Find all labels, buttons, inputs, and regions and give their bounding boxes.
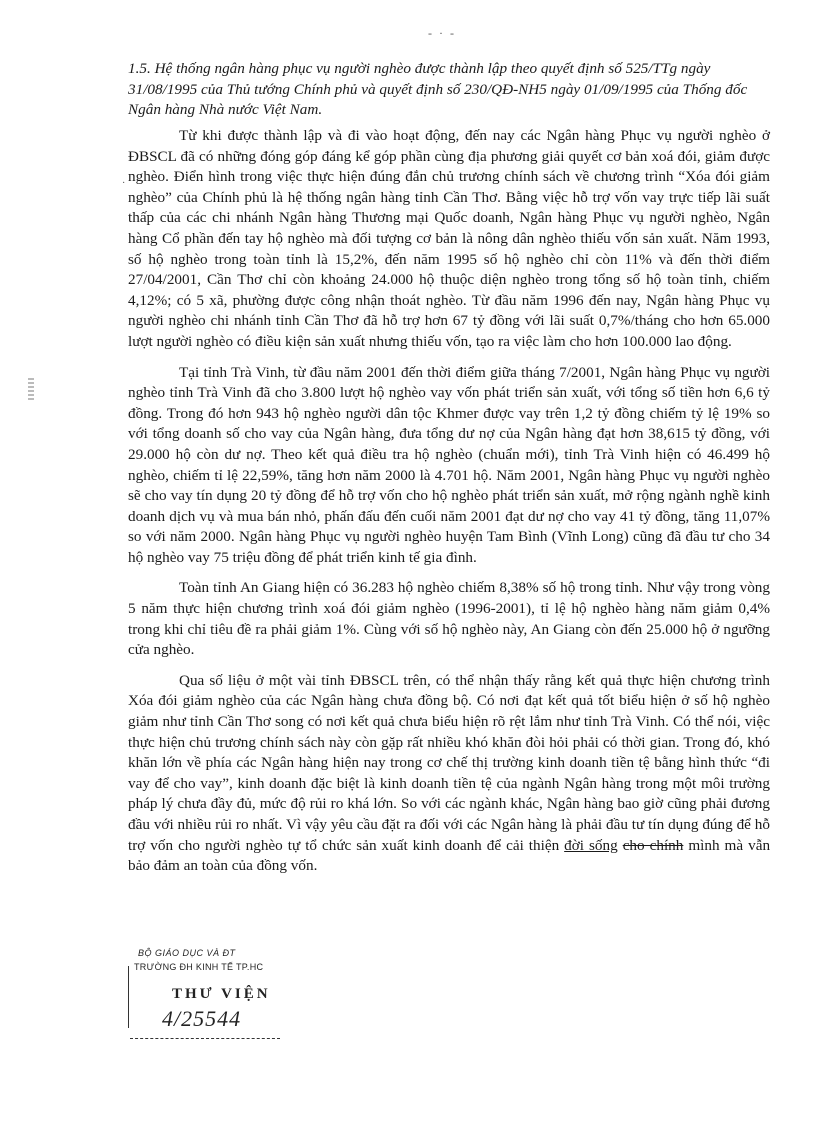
final-line-end: mình mà vẫn bảo đảm an toàn của đồng vốn. xyxy=(128,836,771,875)
stamp-library: THƯ VIỆN xyxy=(172,986,271,1002)
final-line-struck: cho chính xyxy=(622,836,684,854)
paragraph-an-giang: Toàn tỉnh An Giang hiện có 36.283 hộ nghèo chiếm 8,38% số hộ trong tỉnh. Như vậy trong vòng 5 năm thực hiện chương trình xoá đói giảm nghèo (1996-2001), tỉ lệ hộ nghèo hàng năm giảm 0,4% trong khi chỉ tiêu đề ra phải giảm 1%. Cùng với số hộ nghèo này, An Giang còn đến 25.000 hộ ở ngưỡng cửa nghèo. xyxy=(128,579,770,659)
top-mark: - · - xyxy=(428,26,456,40)
scan-edge-mark xyxy=(28,378,34,402)
library-stamp xyxy=(126,942,306,1046)
paragraph-conclusion xyxy=(128,671,770,877)
paragraph-can-tho: Từ khi được thành lập và đi vào hoạt động, đến nay các Ngân hàng Phục vụ người nghèo ở ĐBSCL đã có những đóng góp đáng kể góp phần cùng địa phương giải quyết cơ bản xoá đói, giảm được nghèo. Điển hình trong việc thực hiện đúng đắn chủ trương chính sách về chương trình “Xóa đói giảm nghèo” của Chính phủ là hệ thống ngân hàng tỉnh Cần Thơ. Bằng việc hỗ trợ vốn vay trực tiếp lãi suất thấp của các chi nhánh Ngân hàng Thương mại Quốc doanh, Ngân hàng Phục vụ người nghèo, Ngân hàng Cổ phần đến tay hộ nghèo mà đối tượng cơ bản là nông dân nghèo thiếu vốn sản xuất. Năm 1993, số hộ nghèo trong toàn tỉnh là 15,2%, đến năm 1995 số hộ nghèo chỉ còn 11% và đến thời điểm 27/04/2001, Cần Thơ chỉ còn khoảng 24.000 hộ thuộc diện nghèo trong tổng số hộ toàn tỉnh, chiếm 4,12%; có 5 xã, phường được công nhận thoát nghèo. Từ đầu năm 1996 đến nay, Ngân hàng Phục vụ người nghèo chi nhánh tỉnh Cần Thơ đã hỗ trợ hơn 67 tỷ đồng với lãi suất 0,7%/tháng cho hơn 65.000 lượt người nghèo có điều kiện sản xuất nhưng thiếu vốn, tạo ra việc làm cho hơn 100.000 lao động. xyxy=(128,127,770,350)
section-heading: 1.5. Hệ thống ngân hàng phục vụ người nghèo được thành lập theo quyết định số 525/TTg ngày 31/08/1995 của Thủ tướng Chính phủ và quyết định số 230/QĐ-NH5 ngày 01/09/1995 của Thống đốc Ngân hàng Nhà nước Việt Nam. xyxy=(128,60,748,118)
scan-dot-mark: · xyxy=(122,178,126,189)
body-text xyxy=(128,126,770,877)
stamp-university: TRƯỜNG ĐH KINH TẾ TP.HC xyxy=(134,962,264,972)
stamp-border-left xyxy=(128,966,129,1028)
final-line-underlined: đời sống xyxy=(564,836,618,854)
stamp-border-bottom xyxy=(130,1038,280,1040)
paragraph-tra-vinh: Tại tỉnh Trà Vinh, từ đầu năm 2001 đến thời điểm giữa tháng 7/2001, Ngân hàng Phục vụ người nghèo tỉnh Trà Vinh đã cho 3.800 lượt hộ nghèo vay vốn phát triển sản xuất, với tổng số tiền hơn 6,6 tỷ đồng. Trong đó hơn 943 hộ nghèo người dân tộc Khmer được vay trên 1,2 tỷ đồng chiếm tỷ lệ 19% so với tổng doanh số cho vay của Ngân hàng, đưa tổng dư nợ của Ngân hàng đạt hơn 38,615 tỷ đồng, với 29.000 hộ còn dư nợ. Theo kết quả điều tra hộ nghèo (chuẩn mới), tỉnh Trà Vinh hiện có 46.499 hộ nghèo, chiếm tỉ lệ 22,59%, tăng hơn năm 2000 là 4.701 hộ. Năm 2001, Ngân hàng Phục vụ người nghèo sẽ cho vay tín dụng 20 tỷ đồng để hỗ trợ vốn cho hộ nghèo phát triển sản xuất, mở rộng ngành nghề kinh doanh dịch vụ và mua bán nhỏ, phấn đấu đến cuối năm 2001 đạt dư nợ cho vay 41 tỷ đồng, tăng 11,07% so với năm 2000. Ngân hàng Phục vụ người nghèo huyện Tam Bình (Vĩnh Long) cũng đã đầu tư cho 34 hộ nghèo vay 75 triệu đồng để phát triển kinh tế gia đình. xyxy=(128,363,770,566)
paragraph-conclusion-text: Qua số liệu ở một vài tỉnh ĐBSCL trên, có thể nhận thấy rằng kết quả thực hiện chương trình Xóa đói giảm nghèo của các Ngân hàng chưa đồng bộ. Có nơi đạt kết quả tốt biểu hiện ở số hộ nghèo giảm như tỉnh Cần Thơ song có nơi kết quả chưa biểu hiện rõ rệt lắm như tỉnh Trà Vinh. Có thể nói, việc thực hiện chủ trương chính sách này còn gặp rất nhiều khó khăn đòi hỏi phải có thời gian. Trong đó, khó khăn lớn về phía các Ngân hàng hiện nay trong cơ chế thị trường kinh doanh tiền tệ bằng hình thức “đi vay để cho vay”, kinh doanh đặc biệt là kinh doanh tiền tệ của ngành Ngân hàng trong một môi trường pháp lý chưa đầy đủ, mức độ rủi ro khá lớn. So với các ngành khác, Ngân hàng bao giờ cũng phải đương đầu với nhiều rủi ro nhất. Vì vậy yêu cầu đặt ra đối với các Ngân hàng là phải đầu tư tín dụng đúng để hỗ trợ vốn cho người nghèo tự tổ chức sản xuất kinh doanh để cải xyxy=(128,671,770,854)
final-line-start: thiện xyxy=(528,836,565,854)
stamp-ministry: BỘ GIÁO DỤC VÀ ĐT xyxy=(138,948,236,958)
stamp-handwritten-number: 4/25544 xyxy=(162,1006,242,1031)
